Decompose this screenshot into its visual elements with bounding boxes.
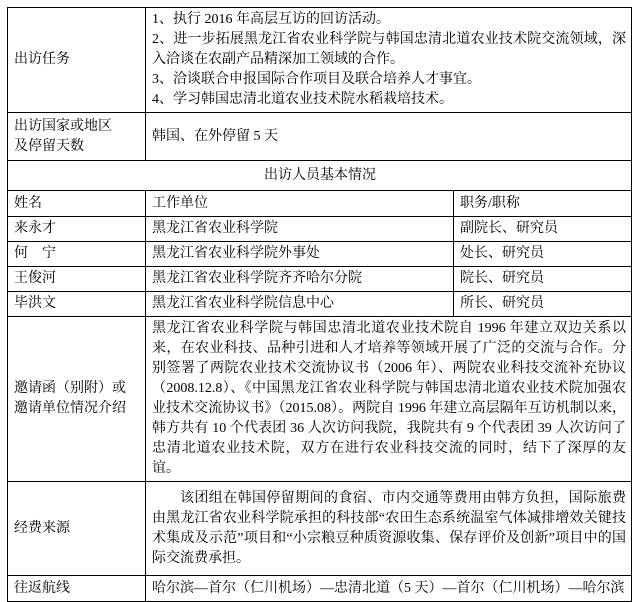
table-row-person: [8, 267, 632, 292]
task-line-4: 4、学习韩国忠清北道农业技术院水稻栽培技术。: [152, 92, 453, 107]
table-row-funding: [8, 482, 632, 576]
person-position: 副院长、研究员: [460, 221, 558, 236]
person-name: 何 宁: [14, 246, 56, 261]
table-row-section-title: [8, 161, 632, 191]
table-row-tasks: [8, 8, 632, 113]
person-name-cell: [8, 242, 146, 267]
personnel-section-title-cell: [8, 161, 632, 191]
table-row-personnel-header: [8, 191, 632, 217]
header-work-unit-cell: [146, 191, 454, 217]
funding-text: 该团组在韩国停留期间的食宿、市内交通等费用由韩方负担，国际旅费由黑龙江省农业科学院承担的科技部“农田生态系统温室气体减排增效关键技术集成及示范”项目和“小宗粮豆种质资源收集、保存评价及创新”项目中的国际交流费承担。: [152, 490, 626, 566]
person-work-unit-cell: [146, 267, 454, 292]
person-name-cell: [8, 217, 146, 242]
task-line-2: 2、进一步拓展黑龙江省农业科学院与韩国忠清北道农业技术院交流领域，深入洽谈在农副产品精深加工领域的合作。: [152, 32, 626, 67]
person-position-cell: [454, 292, 632, 317]
person-position-cell: [454, 217, 632, 242]
person-position: 处长、研究员: [460, 246, 544, 261]
header-name-cell: [8, 191, 146, 217]
task-line-3: 3、洽谈联合申报国际合作项目及联合培养人才事宜。: [152, 72, 481, 87]
person-name: 毕洪文: [14, 296, 56, 311]
person-name: 来永才: [14, 221, 56, 236]
header-name: 姓名: [14, 195, 42, 211]
route-value-cell: [146, 576, 632, 602]
person-name-cell: [8, 292, 146, 317]
invitation-label-cell: [8, 317, 146, 482]
tasks-label: 出访任务: [14, 52, 70, 67]
tasks-label-cell: [8, 8, 146, 113]
person-work-unit: 黑龙江省农业科学院: [152, 221, 278, 236]
route-value: 哈尔滨—首尔（仁川机场）—忠清北道（5 天）—首尔（仁川机场）—哈尔滨: [152, 580, 625, 596]
person-position: 院长、研究员: [460, 271, 544, 286]
person-work-unit-cell: [146, 292, 454, 317]
header-position: 职务/职称: [460, 195, 520, 211]
person-name: 王俊河: [14, 271, 56, 286]
visit-report-table: [7, 7, 632, 602]
header-work-unit: 工作单位: [152, 195, 208, 211]
tasks-content-cell: [146, 8, 632, 113]
personnel-section-title: 出访人员基本情况: [264, 167, 376, 183]
person-work-unit-cell: [146, 217, 454, 242]
table-row-route: [8, 576, 632, 602]
person-work-unit: 黑龙江省农业科学院齐齐哈尔分院: [152, 271, 362, 286]
table-row-invitation: [8, 317, 632, 482]
person-position-cell: [454, 242, 632, 267]
table-row-person: [8, 242, 632, 267]
destination-value: 韩国、在外停留 5 天: [152, 128, 278, 144]
destination-value-cell: [146, 113, 632, 161]
task-line-1: 1、执行 2016 年高层互访的回访活动。: [152, 12, 390, 27]
invitation-text: 黑龙江省农业科学院与韩国忠清北道农业技术院自 1996 年建立双边关系以来，在农业科技、品种引进和人才培养等领域开展了广泛的交流与合作。分别签署了两院农业技术交流协议书（2006 年）、两院农业科技交流补充协议（2008.12.8）、《中国黑龙江省农业科学院与韩国忠清北道农业技术院加强农业技术交流协议书》（2015.08）。两院自 1996 年建立高层隔年互访机制以来，韩方共有 10 个代表团 36 人次访问我院，我院共有 9 个代表团 39 人次访问了忠清北道农业技术院，双方在进行农业科技交流的同时，结下了深厚的友谊。: [152, 321, 626, 476]
table-row-destination: [8, 113, 632, 161]
person-work-unit-cell: [146, 242, 454, 267]
person-work-unit: 黑龙江省农业科学院外事处: [152, 246, 320, 261]
person-position: 所长、研究员: [460, 296, 544, 311]
table-row-person: [8, 217, 632, 242]
table-row-person: [8, 292, 632, 317]
destination-label-cell: [8, 113, 146, 161]
destination-label: 出访国家或地区及停留天数: [14, 118, 112, 154]
funding-label: 经费来源: [14, 520, 70, 536]
invitation-label: 邀请函（别附）或邀请单位情况介绍: [14, 381, 126, 416]
person-position-cell: [454, 267, 632, 292]
funding-label-cell: [8, 482, 146, 576]
person-work-unit: 黑龙江省农业科学院信息中心: [152, 296, 334, 311]
route-label-cell: [8, 576, 146, 602]
funding-content-cell: [146, 482, 632, 576]
invitation-content-cell: [146, 317, 632, 482]
header-position-cell: [454, 191, 632, 217]
route-label: 往返航线: [14, 580, 70, 596]
person-name-cell: [8, 267, 146, 292]
